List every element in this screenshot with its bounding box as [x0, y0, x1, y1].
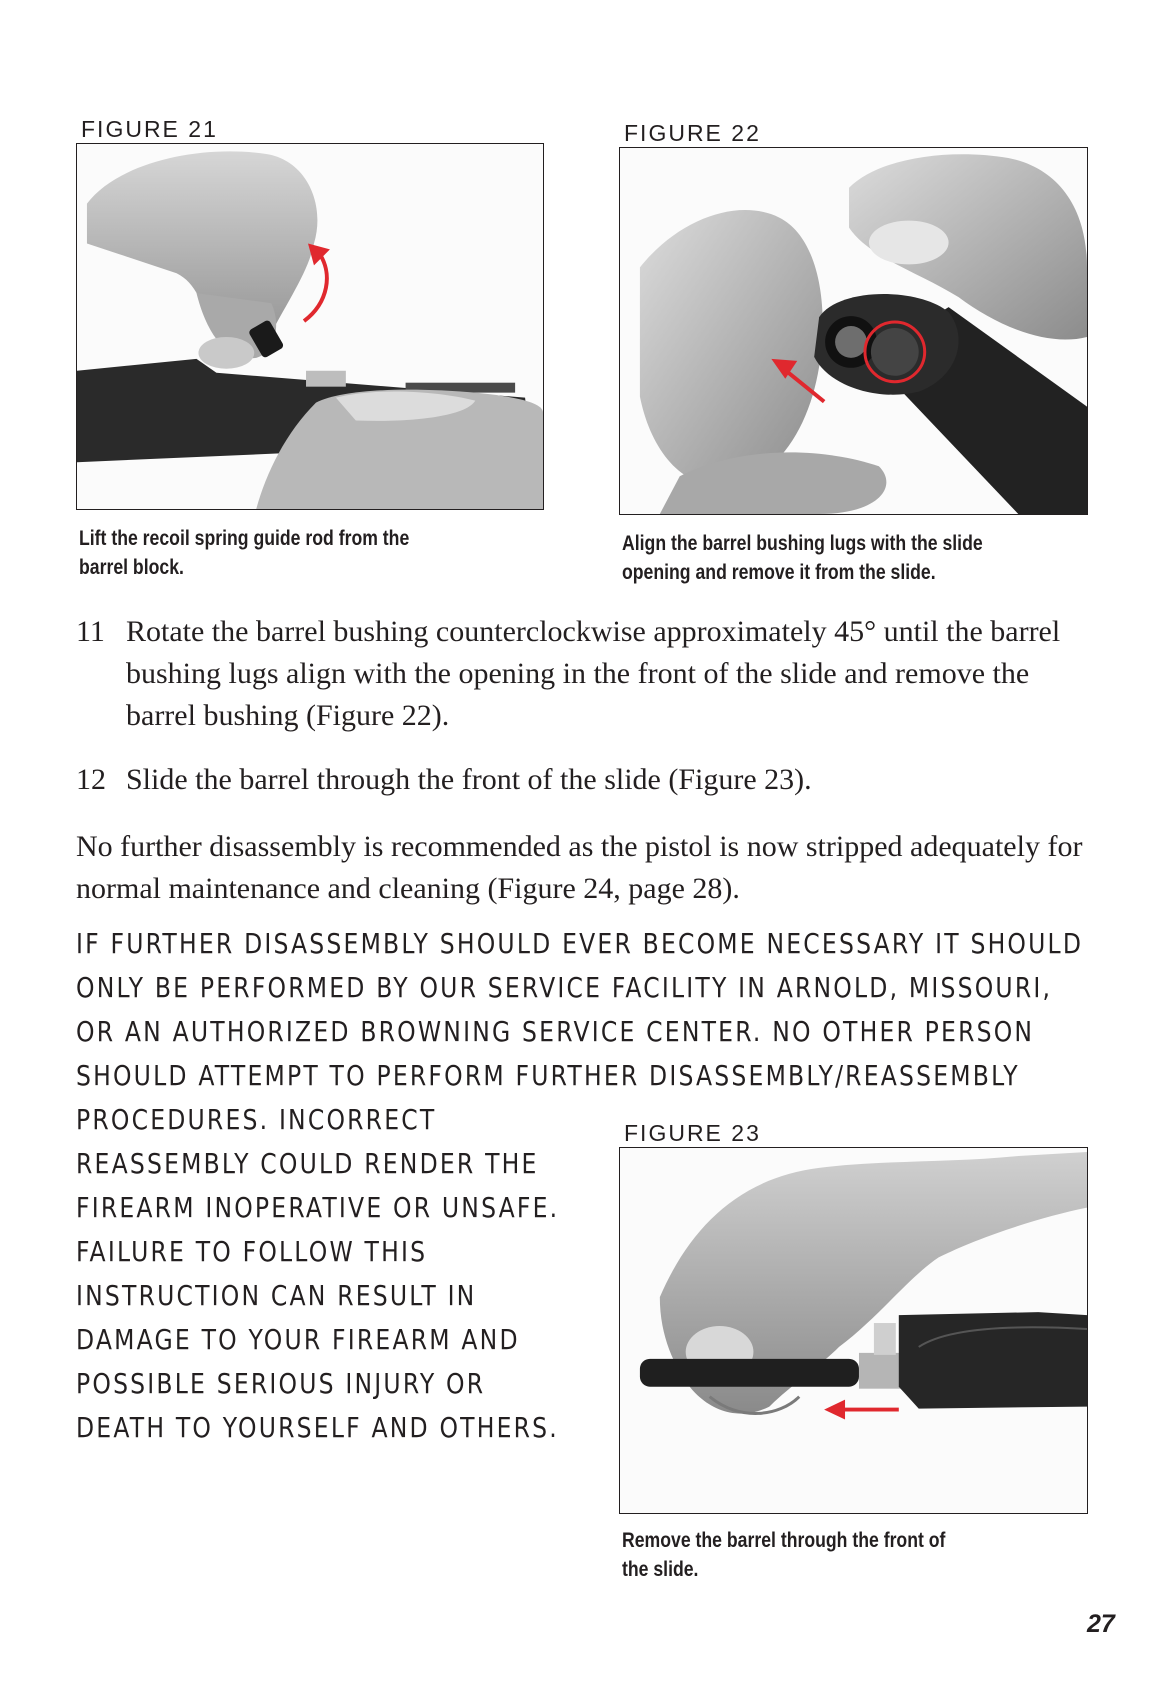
figure-21-caption-line-2: barrel block. [79, 556, 184, 579]
warning-line: IF FURTHER DISASSEMBLY SHOULD EVER BECOME NECESSARY IT SHOULD [76, 927, 1084, 960]
step-number: 11 [76, 615, 105, 648]
warning-line: SHOULD ATTEMPT TO PERFORM FURTHER DISASSEMBLY/REASSEMBLY [76, 1059, 1020, 1092]
warning-line: INSTRUCTION CAN RESULT IN [76, 1279, 477, 1312]
warning-line: REASSEMBLY COULD RENDER THE [76, 1147, 539, 1180]
warning-line: PROCEDURES. INCORRECT [76, 1103, 437, 1136]
page-number: 27 [1087, 1610, 1115, 1638]
figure-22-caption [622, 529, 983, 587]
figure-21-photo [76, 143, 544, 510]
barrel-shape [640, 1359, 859, 1387]
step-item [76, 759, 1096, 801]
warning-line: FAILURE TO FOLLOW THIS [76, 1235, 428, 1268]
warning-line: FIREARM INOPERATIVE OR UNSAFE. [76, 1191, 560, 1224]
figure-21-illustration [77, 144, 543, 509]
step-text: Rotate the barrel bushing counterclockwise approximately 45° until the barrel bushing lugs align with the opening in the front of the slide and remove the barrel bushing (Figure 22). [126, 615, 1061, 732]
figure-23-illustration [620, 1148, 1087, 1513]
warning-line: POSSIBLE SERIOUS INJURY OR [76, 1367, 486, 1400]
figure-23-caption-line-1: Remove the barrel through the front of [622, 1529, 946, 1552]
figure-23-photo [619, 1147, 1088, 1514]
figure-22-label: FIGURE 22 [624, 120, 761, 146]
figure-23-caption [622, 1526, 945, 1584]
figure-21-label: FIGURE 21 [81, 116, 218, 142]
slide-shape [899, 1312, 1087, 1408]
maintenance-paragraph: No further disassembly is recommended as the pistol is now stripped adequately for normal maintenance and cleaning (Figure 24, page 28). [76, 830, 1083, 905]
warning-line: ONLY BE PERFORMED BY OUR SERVICE FACILITY IN ARNOLD, MISSOURI, [76, 971, 1053, 1004]
figure-23-label: FIGURE 23 [624, 1120, 761, 1146]
warning-line: DAMAGE TO YOUR FIREARM AND [76, 1323, 520, 1356]
figure-23-caption-line-2: the slide. [622, 1558, 699, 1581]
figure-22-illustration [620, 148, 1087, 514]
step-item [76, 611, 1096, 737]
warning-line: DEATH TO YOURSELF AND OTHERS. [76, 1411, 559, 1444]
figure-22-caption-line-2: opening and remove it from the slide. [622, 561, 936, 584]
warning-line: OR AN AUTHORIZED BROWNING SERVICE CENTER. NO OTHER PERSON [76, 1015, 1035, 1048]
figure-21-caption-line-1: Lift the recoil spring guide rod from the [79, 527, 410, 550]
figure-22-photo [619, 147, 1088, 515]
steps-list [76, 611, 1096, 801]
figure-21-caption [79, 524, 409, 582]
step-text: Slide the barrel through the front of the slide (Figure 23). [126, 763, 812, 796]
step-number: 12 [76, 763, 106, 796]
figure-22-caption-line-1: Align the barrel bushing lugs with the slide [622, 532, 983, 555]
